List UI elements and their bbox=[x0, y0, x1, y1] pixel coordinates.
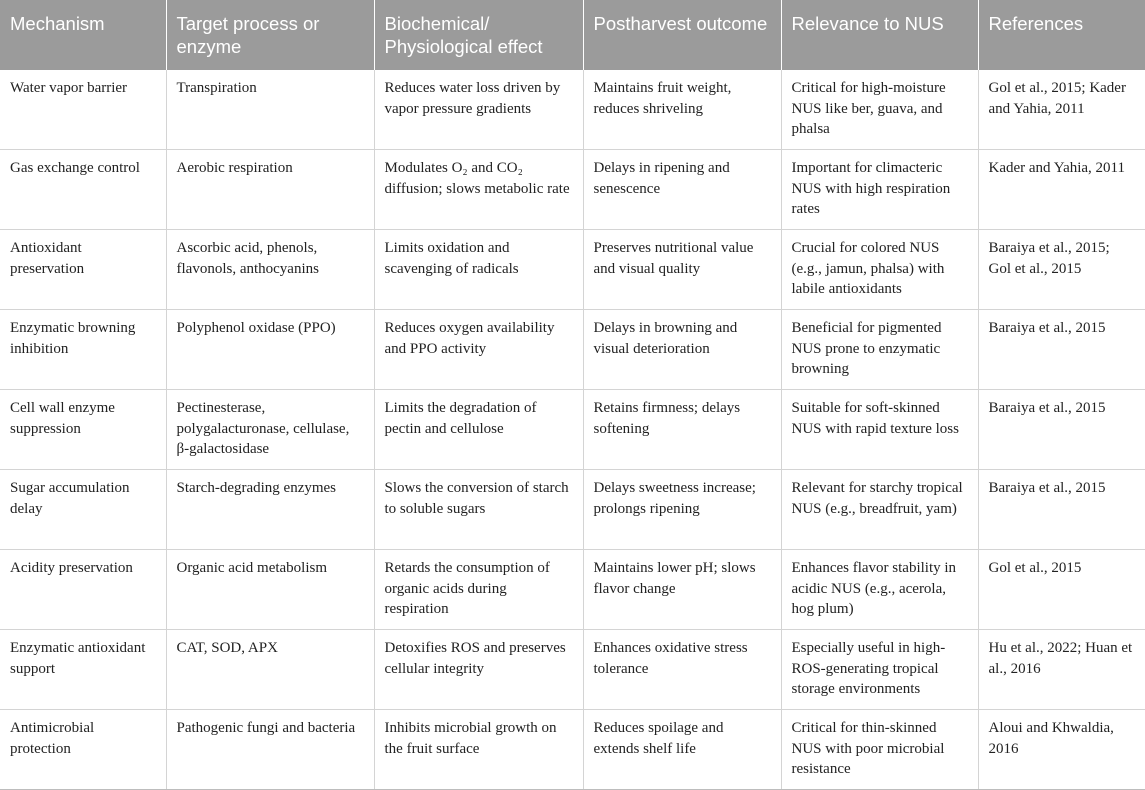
cell-outcome: Enhances oxidative stress tolerance bbox=[583, 630, 781, 710]
cell-references: Baraiya et al., 2015 bbox=[978, 390, 1145, 470]
table-row bbox=[0, 470, 1145, 550]
cell-outcome: Delays sweetness increase; prolongs ripening bbox=[583, 470, 781, 550]
cell-relevance: Relevant for starchy tropical NUS (e.g., breadfruit, yam) bbox=[781, 470, 978, 550]
cell-effect: Retards the consumption of organic acids during respiration bbox=[374, 550, 583, 630]
header-mechanism: Mechanism bbox=[0, 0, 166, 70]
cell-relevance: Enhances flavor stability in acidic NUS (e.g., acerola, hog plum) bbox=[781, 550, 978, 630]
cell-mechanism: Antioxidant preservation bbox=[0, 230, 166, 310]
cell-mechanism: Gas exchange control bbox=[0, 150, 166, 230]
cell-target: Pectinesterase, polygalacturonase, cellulase, β-galactosidase bbox=[166, 390, 374, 470]
table-row bbox=[0, 390, 1145, 470]
cell-outcome: Retains firmness; delays softening bbox=[583, 390, 781, 470]
table-body bbox=[0, 70, 1145, 790]
table-row bbox=[0, 630, 1145, 710]
cell-effect: Inhibits microbial growth on the fruit surface bbox=[374, 710, 583, 790]
cell-references: Kader and Yahia, 2011 bbox=[978, 150, 1145, 230]
cell-outcome: Maintains fruit weight, reduces shriveling bbox=[583, 70, 781, 150]
cell-relevance: Beneficial for pigmented NUS prone to enzymatic browning bbox=[781, 310, 978, 390]
cell-mechanism: Acidity preservation bbox=[0, 550, 166, 630]
table-row bbox=[0, 70, 1145, 150]
table-row bbox=[0, 310, 1145, 390]
cell-target: Organic acid metabolism bbox=[166, 550, 374, 630]
cell-outcome: Delays in browning and visual deterioration bbox=[583, 310, 781, 390]
header-biochemical-effect: Biochemical/ Physiological effect bbox=[374, 0, 583, 70]
cell-effect: Modulates O₂ and CO₂ diffusion; slows metabolic rate bbox=[374, 150, 583, 230]
table-row bbox=[0, 710, 1145, 790]
header-references: References bbox=[978, 0, 1145, 70]
cell-references: Gol et al., 2015; Kader and Yahia, 2011 bbox=[978, 70, 1145, 150]
cell-effect: Reduces water loss driven by vapor pressure gradients bbox=[374, 70, 583, 150]
cell-target: CAT, SOD, APX bbox=[166, 630, 374, 710]
table-row bbox=[0, 550, 1145, 630]
cell-effect: Detoxifies ROS and preserves cellular integrity bbox=[374, 630, 583, 710]
cell-effect: Limits the degradation of pectin and cellulose bbox=[374, 390, 583, 470]
cell-outcome: Preserves nutritional value and visual quality bbox=[583, 230, 781, 310]
table-header bbox=[0, 0, 1145, 70]
cell-mechanism: Water vapor barrier bbox=[0, 70, 166, 150]
cell-effect: Slows the conversion of starch to soluble sugars bbox=[374, 470, 583, 550]
cell-references: Hu et al., 2022; Huan et al., 2016 bbox=[978, 630, 1145, 710]
cell-target: Aerobic respiration bbox=[166, 150, 374, 230]
cell-mechanism: Antimicrobial protection bbox=[0, 710, 166, 790]
cell-relevance: Especially useful in high-ROS-generating tropical storage environments bbox=[781, 630, 978, 710]
header-row bbox=[0, 0, 1145, 70]
header-relevance: Relevance to NUS bbox=[781, 0, 978, 70]
cell-references: Baraiya et al., 2015 bbox=[978, 310, 1145, 390]
cell-references: Baraiya et al., 2015; Gol et al., 2015 bbox=[978, 230, 1145, 310]
cell-mechanism: Sugar accumulation delay bbox=[0, 470, 166, 550]
cell-target: Polyphenol oxidase (PPO) bbox=[166, 310, 374, 390]
cell-relevance: Critical for thin-skinned NUS with poor microbial resistance bbox=[781, 710, 978, 790]
cell-relevance: Critical for high-moisture NUS like ber, guava, and phalsa bbox=[781, 70, 978, 150]
cell-effect: Limits oxidation and scavenging of radicals bbox=[374, 230, 583, 310]
cell-references: Aloui and Khwaldia, 2016 bbox=[978, 710, 1145, 790]
cell-target: Ascorbic acid, phenols, flavonols, anthocyanins bbox=[166, 230, 374, 310]
cell-outcome: Reduces spoilage and extends shelf life bbox=[583, 710, 781, 790]
cell-mechanism: Enzymatic browning inhibition bbox=[0, 310, 166, 390]
header-postharvest-outcome: Postharvest outcome bbox=[583, 0, 781, 70]
cell-relevance: Suitable for soft-skinned NUS with rapid texture loss bbox=[781, 390, 978, 470]
cell-outcome: Maintains lower pH; slows flavor change bbox=[583, 550, 781, 630]
cell-references: Gol et al., 2015 bbox=[978, 550, 1145, 630]
table-row bbox=[0, 150, 1145, 230]
cell-effect: Reduces oxygen availability and PPO activity bbox=[374, 310, 583, 390]
table-row bbox=[0, 230, 1145, 310]
cell-relevance: Crucial for colored NUS (e.g., jamun, phalsa) with labile antioxidants bbox=[781, 230, 978, 310]
cell-target: Starch-degrading enzymes bbox=[166, 470, 374, 550]
cell-target: Pathogenic fungi and bacteria bbox=[166, 710, 374, 790]
cell-references: Baraiya et al., 2015 bbox=[978, 470, 1145, 550]
header-target-process: Target process or enzyme bbox=[166, 0, 374, 70]
cell-outcome: Delays in ripening and senescence bbox=[583, 150, 781, 230]
cell-mechanism: Cell wall enzyme suppression bbox=[0, 390, 166, 470]
cell-target: Transpiration bbox=[166, 70, 374, 150]
cell-relevance: Important for climacteric NUS with high respiration rates bbox=[781, 150, 978, 230]
cell-mechanism: Enzymatic antioxidant support bbox=[0, 630, 166, 710]
